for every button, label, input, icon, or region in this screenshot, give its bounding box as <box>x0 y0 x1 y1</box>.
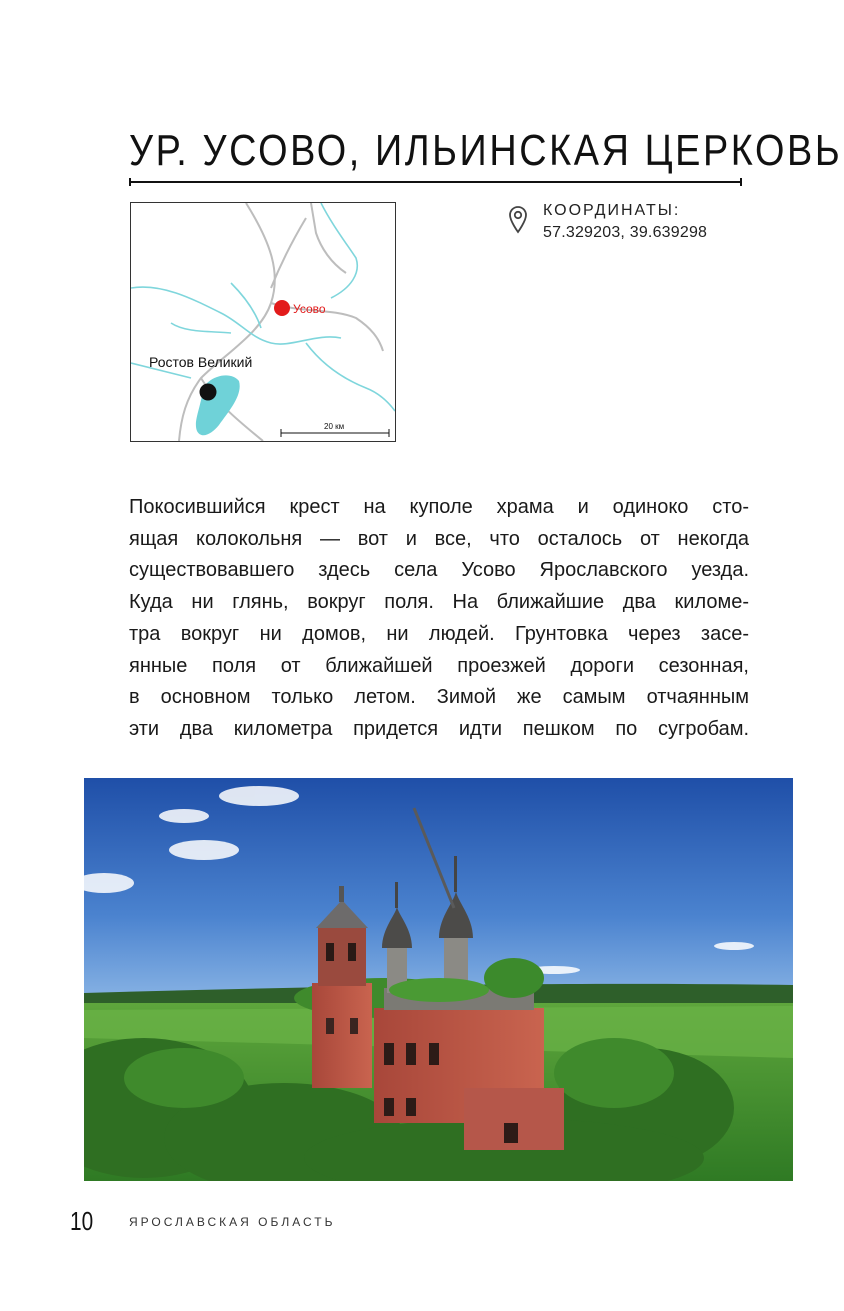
rostov-marker <box>200 384 217 401</box>
location-pin-icon <box>508 205 528 235</box>
map-scale-label: 20 км <box>324 422 345 431</box>
ruined-church-photo <box>84 778 793 1181</box>
lake-shape <box>196 375 240 435</box>
coordinates-value: 57.329203, 39.639298 <box>543 224 708 241</box>
body-line: существовавшего здесь села Усово Ярославского уезда. <box>129 559 749 582</box>
location-map <box>130 202 396 442</box>
body-paragraph <box>129 492 749 746</box>
body-line: ящая колокольня — вот и все, что осталось от некогда <box>129 527 749 550</box>
title-divider <box>129 181 742 183</box>
coordinates-heading: КООРДИНАТЫ: <box>543 202 681 219</box>
page-title: УР. УСОВО, ИЛЬИНСКАЯ ЦЕРКОВЬ <box>129 126 843 175</box>
body-line: в основном только летом. Зимой же самым отчаянным <box>129 686 749 709</box>
body-line: Покосившийся крест на куполе храма и одиноко сто- <box>129 496 749 518</box>
usovo-marker <box>274 300 290 316</box>
church-photo-illustration <box>84 778 793 1181</box>
body-line: эти два километра придется идти пешком по сугробам. <box>129 717 749 740</box>
running-head: ЯРОСЛАВСКАЯ ОБЛАСТЬ <box>129 1215 336 1229</box>
body-line: Куда ни глянь, вокруг поля. На ближайшие два киломе- <box>129 591 749 614</box>
map-label-usovo: Усово <box>293 302 326 316</box>
body-line: тра вокруг ни домов, ни людей. Грунтовка через засе- <box>129 622 749 645</box>
map-drawing <box>131 203 395 441</box>
body-line: янные поля от ближайшей проезжей дороги сезонная, <box>129 654 749 677</box>
page-number: 10 <box>70 1206 94 1236</box>
map-label-rostov: Ростов Великий <box>149 354 253 370</box>
